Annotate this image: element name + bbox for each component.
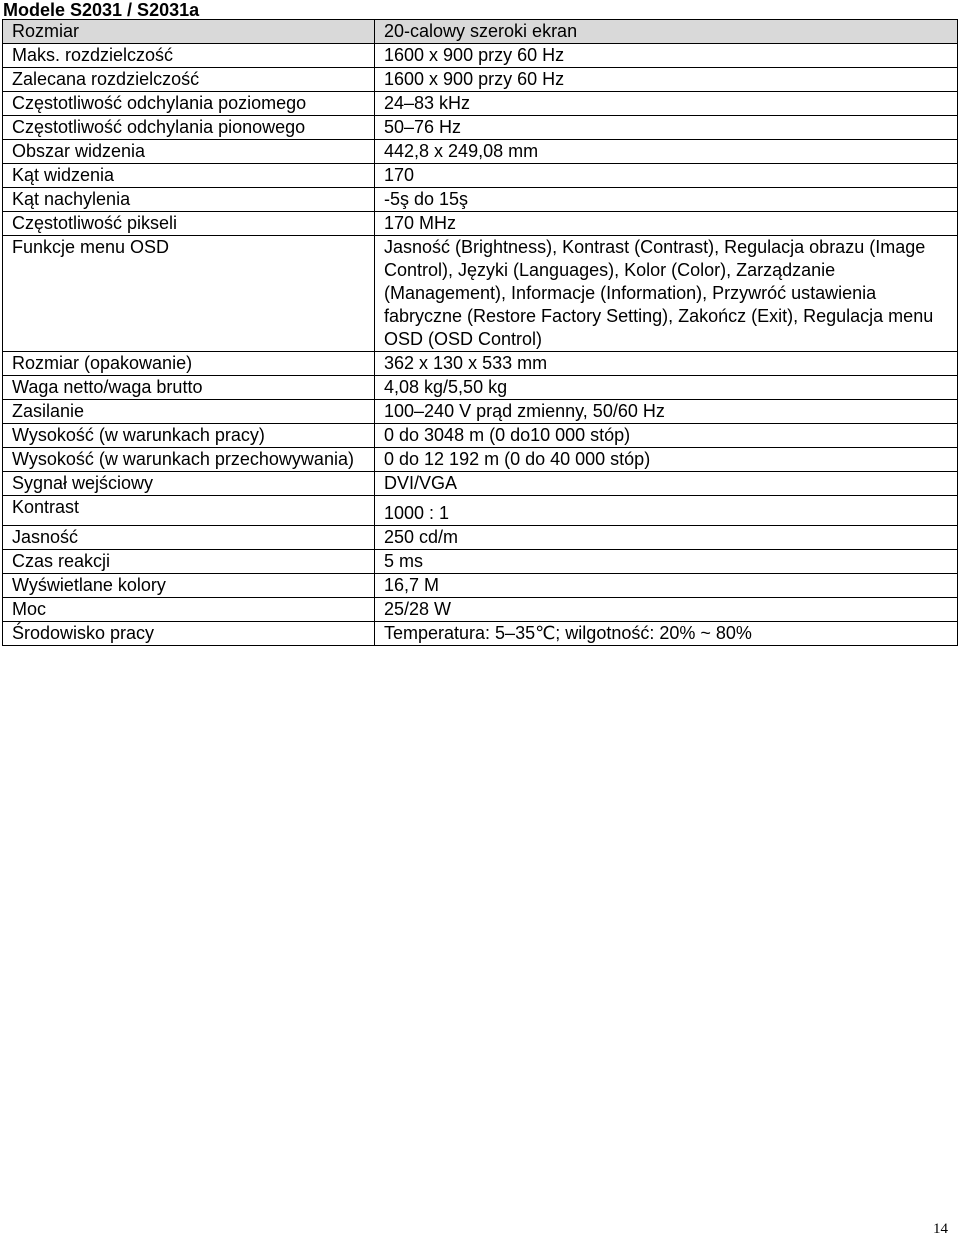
spec-value: 1600 x 900 przy 60 Hz (375, 44, 958, 68)
spec-value: 0 do 12 192 m (0 do 40 000 stóp) (375, 448, 958, 472)
spec-label: Środowisko pracy (3, 622, 375, 646)
spec-value: 50–76 Hz (375, 116, 958, 140)
spec-label: Rozmiar (3, 20, 375, 44)
spec-label: Obszar widzenia (3, 140, 375, 164)
spec-value: 24–83 kHz (375, 92, 958, 116)
spec-row (3, 188, 958, 212)
spec-row (3, 448, 958, 472)
spec-label: Częstotliwość odchylania pionowego (3, 116, 375, 140)
spec-value (375, 496, 958, 526)
specification-table (2, 19, 958, 646)
spec-row (3, 424, 958, 448)
page-number: 14 (933, 1221, 948, 1237)
spec-value: 362 x 130 x 533 mm (375, 352, 958, 376)
spec-row (3, 352, 958, 376)
spec-value-text: 1000 : 1 (384, 503, 450, 523)
spec-header-row (3, 20, 958, 44)
spec-value: 100–240 V prąd zmienny, 50/60 Hz (375, 400, 958, 424)
spec-row (3, 68, 958, 92)
spec-value: 250 cd/m (375, 526, 958, 550)
spec-row (3, 44, 958, 68)
spec-label: Kąt nachylenia (3, 188, 375, 212)
spec-label: Czas reakcji (3, 550, 375, 574)
spec-value: Jasność (Brightness), Kontrast (Contrast), Regulacja obrazu (Image Control), Języki (Languages), Kolor (Color), Zarządzanie (Management), Informacje (Information), Przywróć ustawienia fabryczne (Restore Factory Setting), Zakończ (Exit), Regulacja menu OSD (OSD Control) (375, 236, 958, 352)
spec-row (3, 622, 958, 646)
spec-row (3, 472, 958, 496)
spec-label: Częstotliwość pikseli (3, 212, 375, 236)
spec-row (3, 496, 958, 526)
spec-label: Sygnał wejściowy (3, 472, 375, 496)
spec-label: Waga netto/waga brutto (3, 376, 375, 400)
spec-label: Wyświetlane kolory (3, 574, 375, 598)
spec-label: Jasność (3, 526, 375, 550)
spec-label: Częstotliwość odchylania poziomego (3, 92, 375, 116)
spec-label: Kontrast (3, 496, 375, 526)
spec-value: 1600 x 900 przy 60 Hz (375, 68, 958, 92)
spec-value: 170 (375, 164, 958, 188)
spec-row (3, 550, 958, 574)
spec-row (3, 212, 958, 236)
spec-value: Temperatura: 5–35℃; wilgotność: 20% ~ 80% (375, 622, 958, 646)
spec-value: 16,7 M (375, 574, 958, 598)
spec-value: 4,08 kg/5,50 kg (375, 376, 958, 400)
spec-row (3, 116, 958, 140)
spec-row (3, 140, 958, 164)
spec-value: 5 ms (375, 550, 958, 574)
spec-value: 0 do 3048 m (0 do10 000 stóp) (375, 424, 958, 448)
spec-label: Moc (3, 598, 375, 622)
spec-row (3, 526, 958, 550)
spec-row (3, 574, 958, 598)
spec-value: DVI/VGA (375, 472, 958, 496)
spec-value: 170 MHz (375, 212, 958, 236)
spec-row (3, 236, 958, 352)
spec-row (3, 400, 958, 424)
spec-row (3, 164, 958, 188)
spec-label: Rozmiar (opakowanie) (3, 352, 375, 376)
spec-label: Wysokość (w warunkach przechowywania) (3, 448, 375, 472)
spec-label: Kąt widzenia (3, 164, 375, 188)
spec-value: 442,8 x 249,08 mm (375, 140, 958, 164)
spec-label: Funkcje menu OSD (3, 236, 375, 352)
spec-value: -5ş do 15ş (375, 188, 958, 212)
spec-label: Wysokość (w warunkach pracy) (3, 424, 375, 448)
spec-label: Zasilanie (3, 400, 375, 424)
spec-value: 20-calowy szeroki ekran (375, 20, 958, 44)
spec-row (3, 598, 958, 622)
spec-row (3, 376, 958, 400)
spec-label: Zalecana rozdzielczość (3, 68, 375, 92)
spec-value: 25/28 W (375, 598, 958, 622)
spec-label: Maks. rozdzielczość (3, 44, 375, 68)
document-title: Modele S2031 / S2031a (3, 0, 200, 20)
spec-row (3, 92, 958, 116)
